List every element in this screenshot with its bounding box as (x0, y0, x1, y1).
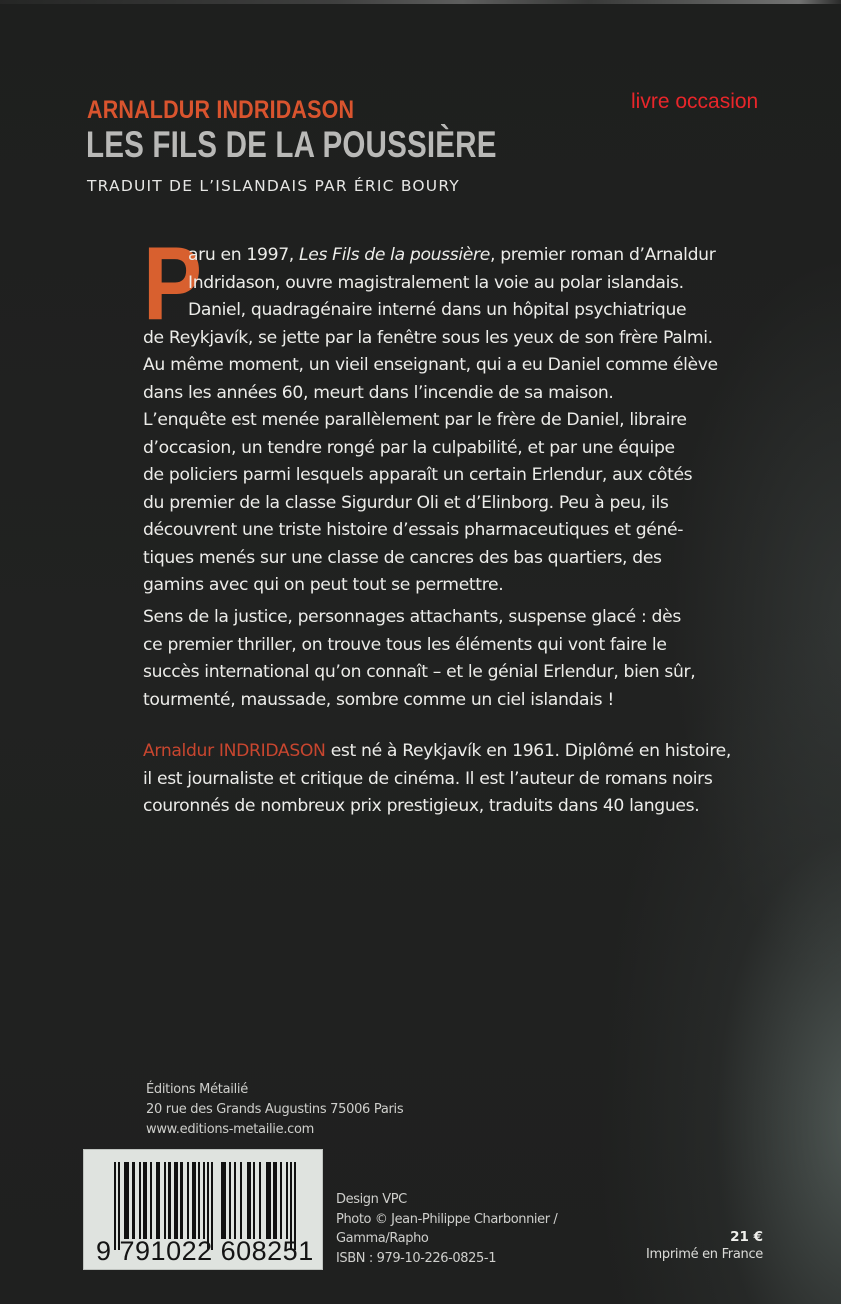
summary-line: Sens de la justice, personnages attachants, suspense glacé : dès (143, 607, 681, 627)
bio-author-name: Arnaldur INDRIDASON (143, 741, 326, 761)
summary-line (143, 242, 763, 270)
summary-paragraph-1 (143, 226, 763, 600)
summary-text: aru en 1997, (188, 245, 300, 265)
photo-credit: Photo © Jean-Philippe Charbonnier / (336, 1211, 558, 1227)
author-name: ARNALDUR INDRIDASON (87, 96, 355, 124)
publisher-name: Éditions Métailié (146, 1082, 248, 1097)
design-credit: Design VPC (336, 1192, 407, 1207)
summary-line: Daniel, quadragénaire interné dans un hôpital psychiatrique (188, 300, 687, 320)
summary-line: découvrent une triste histoire d’essais pharmaceutiques et géné- (143, 520, 684, 540)
summary-line: de policiers parmi lesquels apparaît un certain Erlendur, aux côtés (143, 465, 693, 485)
credits-block (336, 1190, 557, 1268)
summary-paragraph-2 (143, 604, 763, 714)
publisher-website: www.editions-metailie.com (146, 1122, 315, 1137)
dropcap-letter: P (143, 226, 202, 342)
summary-line: d’occasion, un tendre rongé par la culpabilité, et par une équipe (143, 437, 675, 458)
price-label: 21 € (730, 1229, 763, 1245)
used-book-badge: livre occasion (631, 90, 759, 113)
summary-text: , premier roman d’Arnaldur (489, 245, 716, 265)
summary-line: de Reykjavík, se jette par la fenêtre sous les yeux de son frère Palmi. (143, 327, 713, 348)
summary-line: tourmenté, maussade, sombre comme un ciel islandais ! (143, 689, 614, 710)
isbn-barcode (83, 1149, 323, 1270)
barcode-bars (114, 1162, 296, 1239)
summary-line: Au même moment, un vieil enseignant, qui a eu Daniel comme élève (143, 355, 718, 375)
translator-credit: TRADUIT DE L’ISLANDAIS PAR ÉRIC BOURY (87, 177, 460, 195)
cover-top-edge (0, 0, 841, 4)
summary-line: ce premier thriller, on trouve tous les éléments qui vont faire le (143, 634, 667, 655)
summary-line: succès international qu’on connaît – et le génial Erlendur, bien sûr, (143, 662, 696, 682)
summary-line: gamins avec qui on peut tout se permettre. (143, 575, 504, 595)
summary-line: L’enquête est menée parallèlement par le frère de Daniel, libraire (143, 410, 687, 430)
summary-line: du premier de la classe Sigurdur Oli et d’Elinborg. Peu à peu, ils (143, 492, 669, 513)
summary-line: tiques menés sur une classe de cancres des bas quartiers, des (143, 547, 662, 568)
book-title-italic: Les Fils de la poussière (299, 245, 490, 265)
bio-line: il est journaliste et critique de cinéma. Il est l’auteur de romans noirs (143, 768, 713, 789)
publisher-address: 20 rue des Grands Augustins 75006 Paris (146, 1102, 404, 1117)
summary-line: dans les années 60, meurt dans l’incendie de sa maison. (143, 382, 614, 403)
bio-line: couronnés de nombreux prix prestigieux, traduits dans 40 langues. (143, 796, 700, 816)
book-title: LES FILS DE LA POUSSIÈRE (86, 124, 497, 165)
photo-agency: Gamma/Rapho (336, 1231, 429, 1246)
bio-line (143, 738, 763, 766)
barcode-digits: 9 791022 608251 (96, 1236, 314, 1266)
publisher-info (146, 1080, 403, 1140)
author-bio (143, 738, 763, 821)
printed-in-label: Imprimé en France (646, 1247, 763, 1262)
summary-line: Indridason, ouvre magistralement la voie au polar islandais. (188, 272, 684, 293)
isbn-number: ISBN : 979-10-226-0825-1 (336, 1250, 497, 1266)
bio-text: est né à Reykjavík en 1961. Diplômé en histoire, (325, 741, 731, 761)
